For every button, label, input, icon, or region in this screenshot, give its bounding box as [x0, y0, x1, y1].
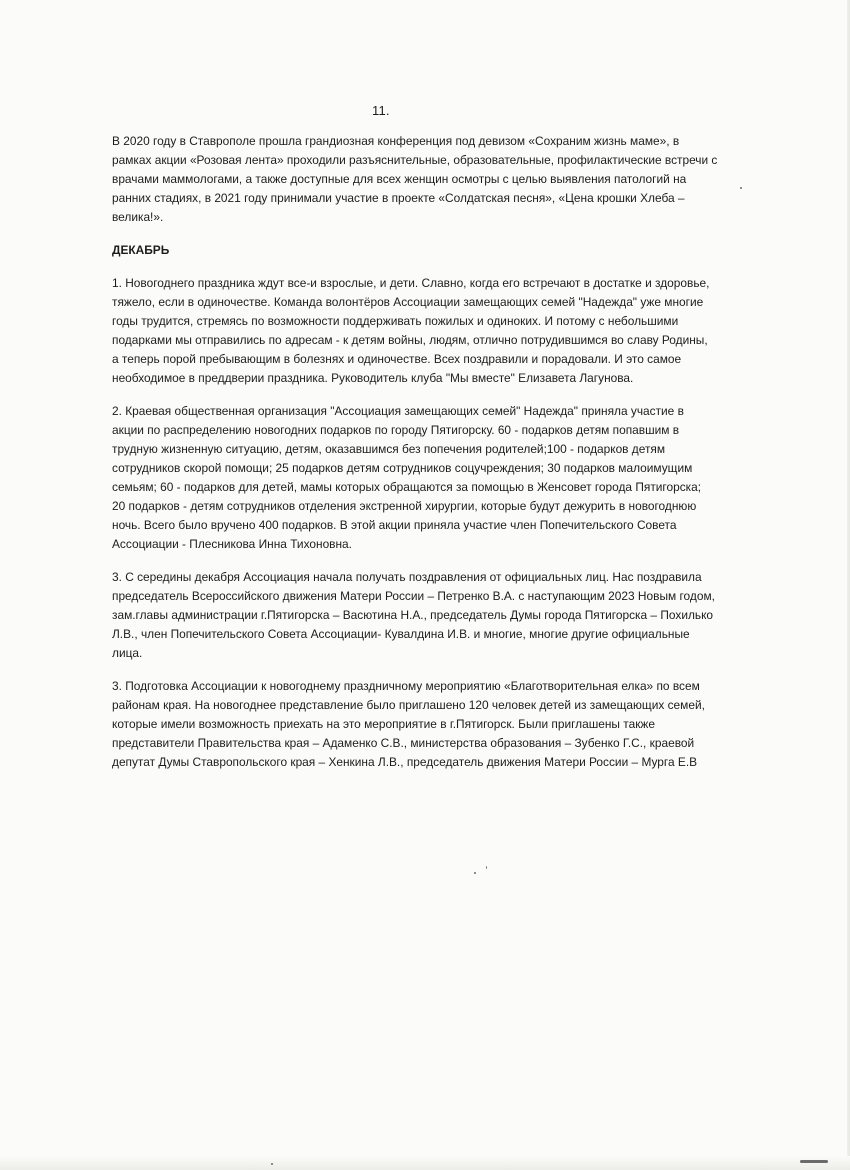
paragraph-2: [112, 402, 744, 554]
intro-paragraph: [112, 132, 744, 227]
text-line: В 2020 году в Ставрополе прошла грандиозная конференция под девизом «Сохраним жизнь маме», в: [112, 134, 680, 148]
text-line: депутат Думы Ставропольского края – Хенкина Л.В., председатель движения Матери России – Мурга Е.В: [112, 755, 698, 769]
text-line: лица.: [112, 646, 143, 660]
paragraph-3: [112, 568, 744, 663]
text-line: 3. С середины декабря Ассоциация начала получать поздравления от официальных лиц. Нас поздравила: [112, 570, 702, 584]
text-line: подарками мы отправились по адресам - к детям войны, людям, отлично потрудившимся во славу Родины,: [112, 333, 708, 347]
paragraph-4: [112, 677, 744, 772]
text-line: а теперь порой пребывающим в болезнях и одиночестве. Всех поздравили и порадовали. И это самое: [112, 352, 682, 366]
section-heading: ДЕКАБРЬ: [112, 243, 170, 257]
text-line: велика!».: [112, 210, 164, 224]
scan-speck: [740, 187, 742, 189]
text-line: необходимое в преддверии праздника. Руководитель клуба "Мы вместе" Елизавета Лагунова.: [112, 371, 634, 385]
text-line: годы трудится, стремясь по возможности поддерживать пожилых и одиноких. И потому с небольшими: [112, 314, 679, 328]
text-line: акции по распределению новогодних подарков по городу Пятигорску. 60 - подарков детям попавшим в: [112, 423, 680, 437]
text-line: которые имели возможность приехать на это мероприятие в г.Пятигорск. Были приглашены также: [112, 717, 655, 731]
text-line: 2. Краевая общественная организация "Ассоциация замещающих семей" Надежда" приняла участие в: [112, 404, 684, 418]
text-line: районам края. На новогоднее представление было приглашено 120 человек детей из замещающих семей,: [112, 698, 705, 712]
text-line: семьям; 60 - подарков для детей, мамы которых обращаются за помощью в Женсовет города Пятигорска;: [112, 480, 702, 494]
text-line: 3. Подготовка Ассоциации к новогоднему праздничному мероприятию «Благотворительная елка» по всем: [112, 679, 700, 693]
text-line: представители Правительства края – Адаменко С.В., министерства образования – Зубенко Г.С., краевой: [112, 736, 695, 750]
text-line: ранних стадиях, в 2021 году принимали участие в проекте «Солдатская песня», «Цена крошки Хлеба –: [112, 191, 685, 205]
text-line: Ассоциации - Плесникова Инна Тихоновна.: [112, 537, 352, 551]
scan-bottom-edge: [0, 1156, 850, 1170]
scan-speck: [800, 1160, 828, 1163]
text-line: Л.В., член Попечительского Совета Ассоциации- Кувалдина И.В. и многие, многие другие официальные: [112, 627, 690, 641]
scan-speck: [271, 1163, 273, 1165]
text-line: 20 подарков - детям сотрудников отделения экстренной хирургии, которые будут дежурить в новогоднюю: [112, 499, 697, 513]
scan-speck: [474, 872, 476, 874]
text-line: ночь. Всего было вручено 400 подарков. В этой акции приняла участие член Попечительского Совета: [112, 518, 677, 532]
text-line: зам.главы администрации г.Пятигорска – Васютина Н.А., председатель Думы города Пятигорска – Похилько: [112, 608, 714, 622]
text-line: сотрудников скорой помощи; 25 подарков детям сотрудников соцучреждения; 30 подарков малоимущим: [112, 461, 693, 475]
scan-speck: [486, 866, 487, 869]
text-line: тяжело, если в одиночестве. Команда волонтёров Ассоциации замещающих семей "Надежда" уже многие: [112, 295, 704, 309]
text-line: 1. Новогоднего праздника ждут все-и взрослые, и дети. Славно, когда его встречают в достатке и здоровье,: [112, 276, 710, 290]
page-number: 11.: [372, 103, 390, 118]
paragraph-1: [112, 274, 744, 388]
text-line: председатель Всероссийского движения Матери России – Петренко В.А. с наступающим 2023 Новым годом,: [112, 589, 715, 603]
text-line: трудную жизненную ситуацию, детям, оказавшимся без попечения родителей;100 - подарков детям: [112, 442, 666, 456]
text-line: врачами маммологами, а также доступные для всех женщин осмотры с целью выявления патологий на: [112, 172, 687, 186]
document-body: [112, 132, 744, 786]
text-line: рамках акции «Розовая лента» проходили разъяснительные, образовательные, профилактические встречи с: [112, 153, 718, 167]
